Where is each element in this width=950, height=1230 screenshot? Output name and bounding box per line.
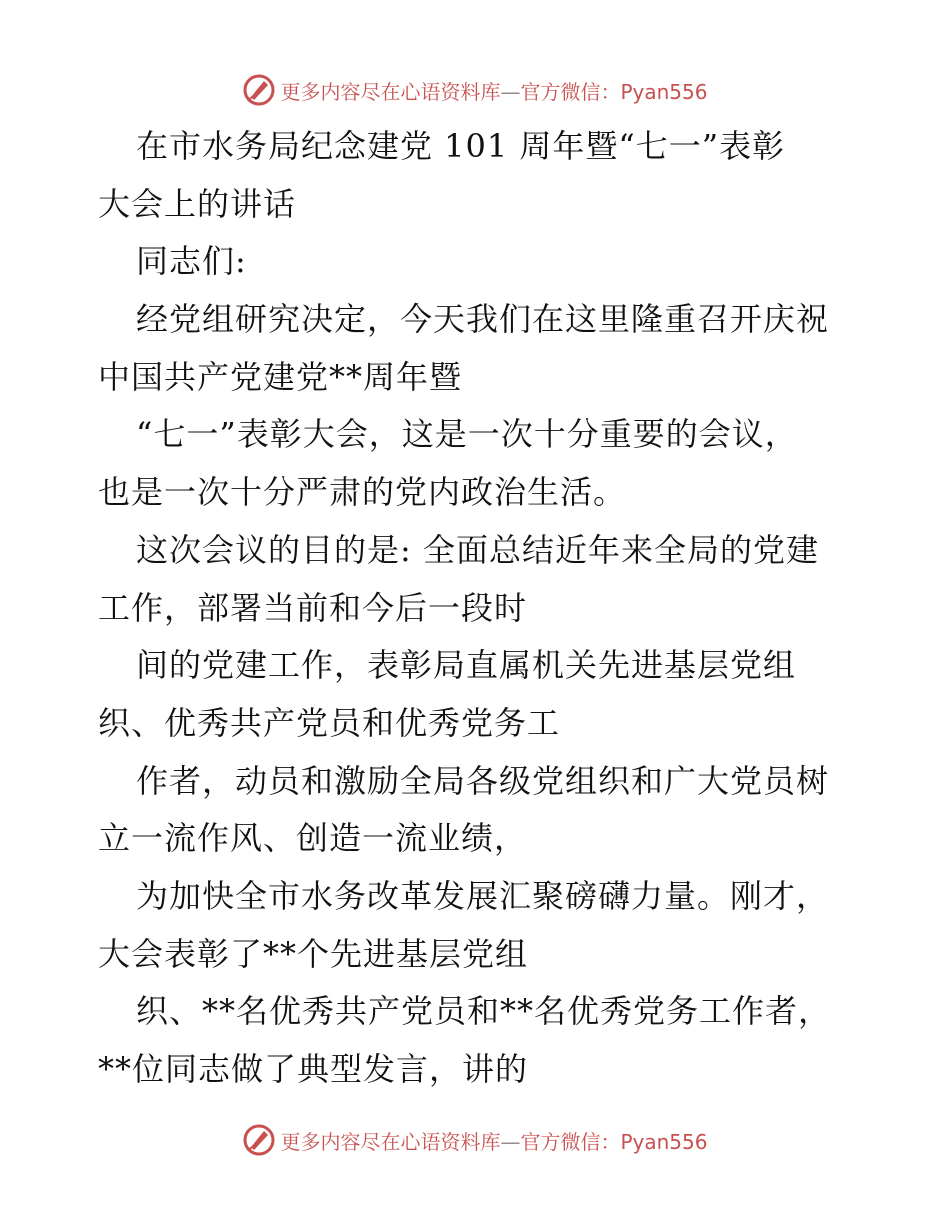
paragraph-line: 织、优秀共产党员和优秀党务工 [98,703,561,742]
watermark-site: 更多内容尽在心语资料库 [280,1129,501,1154]
paragraph-line: 立一流作风、创造一流业绩， [98,819,528,858]
watermark-wechat: 官方微信：Pyan556 [520,1129,708,1154]
paragraph-line: 也是一次十分严肃的党内政治生活。 [98,473,627,512]
paragraph-line: **位同志做了典型发言，讲的 [98,1050,529,1088]
footer-watermark [0,1120,950,1160]
paragraph-line: “七一”表彰大会，这是一次十分重要的会议， [136,415,798,454]
paragraph-line: 同志们: [136,242,247,281]
header-watermark [0,70,950,110]
document-title-line: 在市水务局纪念建党 101 周年暨“七一”表彰 [136,127,786,165]
paragraph-line: 这次会议的目的是: 全面总结近年来全局的党建 [136,530,819,569]
watermark-dash: — [500,1129,521,1154]
paragraph-line: 经党组研究决定，今天我们在这里隆重召开庆祝 [136,300,830,339]
paragraph-line: 为加快全市水务改革发展汇聚磅礴力量。刚才， [136,876,830,915]
paragraph-line: 作者，动员和激励全局各级党组织和广大党员树 [136,761,830,800]
watermark-site: 更多内容尽在心语资料库 [280,79,501,104]
pen-nib-seal-icon [242,1123,276,1157]
document-title-line: 大会上的讲话 [98,184,297,223]
watermark-dash: — [500,79,521,104]
paragraph-line: 大会表彰了**个先进基层党组 [98,934,529,973]
watermark-text [280,76,707,105]
document-body [98,118,858,1099]
paragraph-line: 织、**名优秀共产党员和**名优秀党务工作者， [136,992,832,1031]
paragraph-line: 间的党建工作，表彰局直属机关先进基层党组 [136,646,797,685]
paragraph-line: 工作，部署当前和今后一段时 [98,588,528,627]
pen-nib-seal-icon [242,73,276,107]
watermark-wechat: 官方微信：Pyan556 [520,79,708,104]
paragraph-line: 中国共产党建党**周年暨 [98,357,463,396]
watermark-text [280,1126,707,1155]
